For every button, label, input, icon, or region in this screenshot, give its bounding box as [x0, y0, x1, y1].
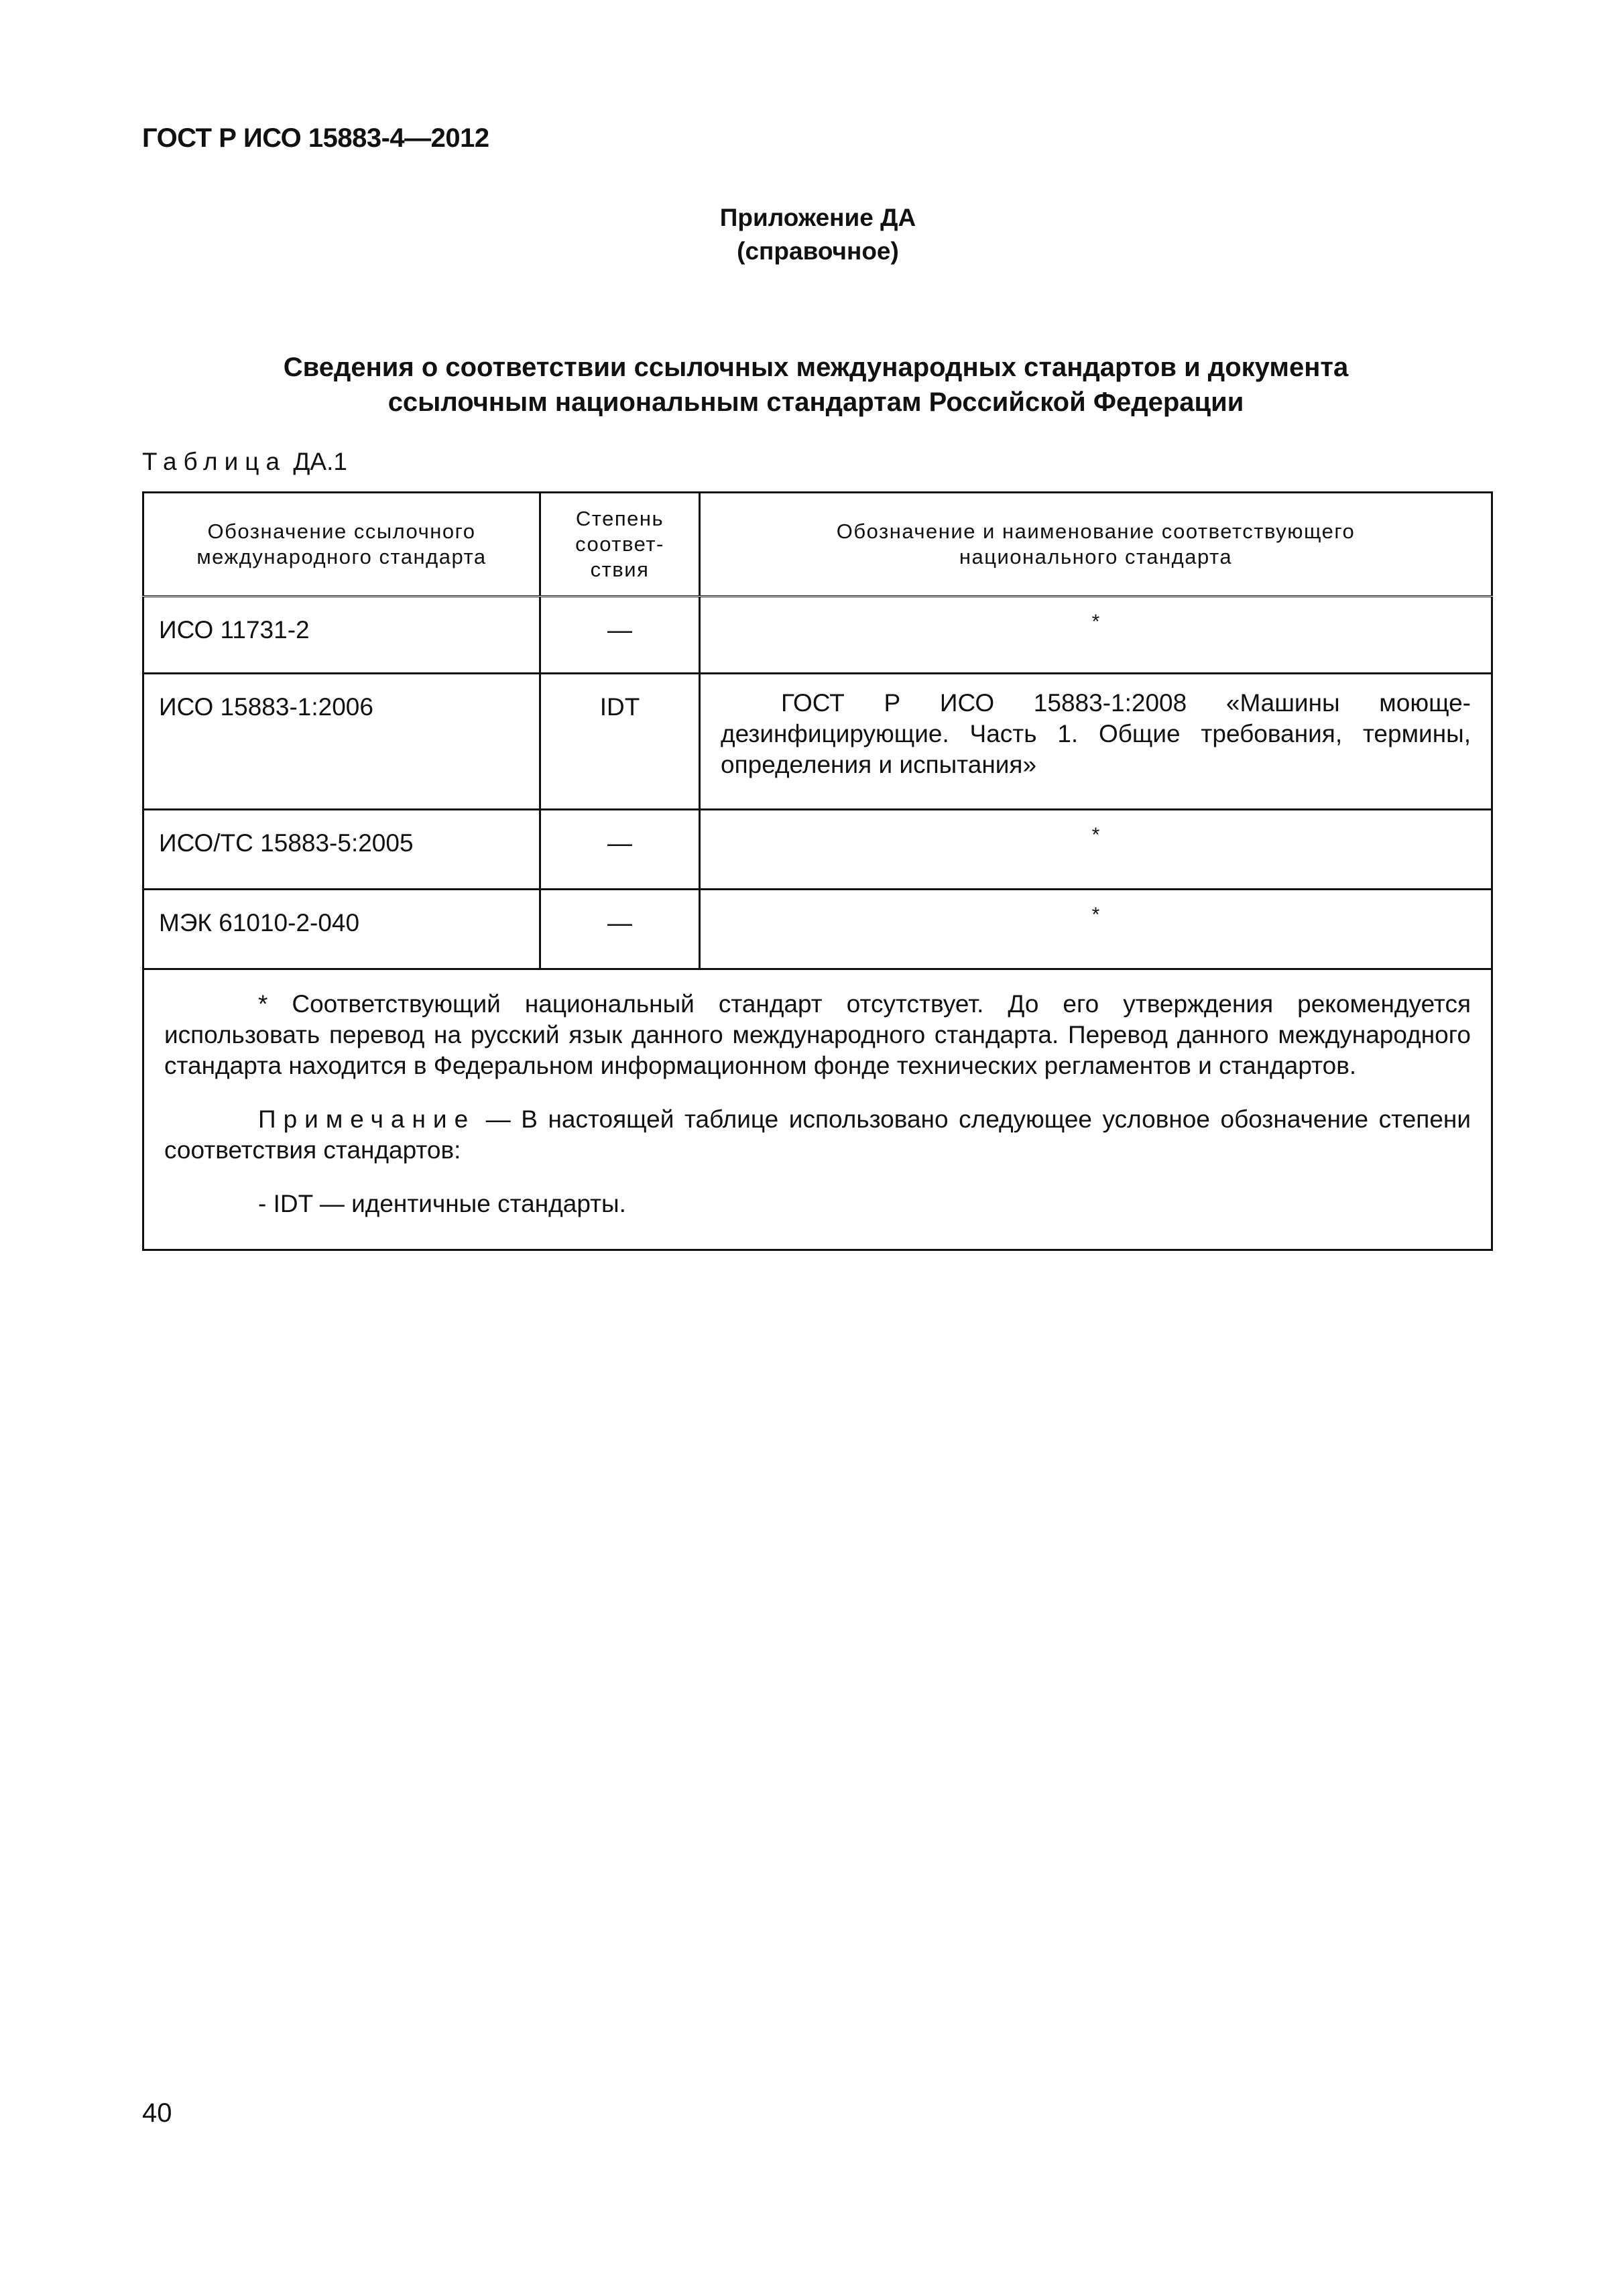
table-label-number: ДА.1: [293, 448, 347, 475]
cell-national: [700, 810, 1492, 890]
appendix-subtitle: (справочное): [737, 237, 899, 265]
cell-standard: ИСО/ТС 15883-5:2005: [143, 810, 540, 890]
heading-line-1: Сведения о соответствии ссылочных международных стандартов и документа: [283, 353, 1349, 382]
cell-degree: [540, 597, 700, 674]
cell-national: [700, 890, 1492, 969]
table-row: [143, 674, 1492, 810]
footnote: * Соответствующий национальный стандарт отсутствует. До его утверждения рекомендуется использовать перевод на русский язык данного международного стандарта. Перевод данного международного стандарта находится в Федеральном информационном фонде технических регламентов и стандартов.: [164, 990, 1471, 1079]
cell-national: [700, 674, 1492, 810]
national-value: *: [1091, 904, 1100, 926]
appendix-title: Приложение ДА: [719, 204, 916, 231]
table-notes-row: [143, 969, 1492, 1250]
national-value: [721, 688, 1471, 780]
cell-standard: МЭК 61010-2-040: [143, 890, 540, 969]
header-col2-line3: ствия: [590, 558, 650, 581]
national-text: ГОСТ Р ИСО 15883-1:2008 «Машины моюще-дезинфицирующие. Часть 1. Общие требования, термины, определения и испытания»: [721, 689, 1471, 778]
heading-line-2: ссылочным национальным стандартам Российской Федерации: [387, 387, 1244, 417]
cell-degree: [540, 810, 700, 890]
header-degree: [540, 493, 700, 597]
header-col2-line2: соответ-: [575, 532, 664, 556]
degree-value: —: [607, 909, 632, 936]
degree-value: —: [607, 829, 632, 857]
cell-national: [700, 597, 1492, 674]
header-col3-line2: национального стандарта: [959, 545, 1233, 568]
table-row: [143, 597, 1492, 674]
national-value: *: [1091, 611, 1100, 633]
header-national-standard: [700, 493, 1492, 597]
header-col3-line1: Обозначение и наименование соответствующего: [836, 520, 1356, 543]
correspondence-table: [142, 491, 1493, 1251]
table-row: [143, 890, 1492, 969]
note-item: - IDT — идентичные стандарты.: [258, 1190, 626, 1217]
national-value: *: [1091, 824, 1100, 846]
header-col2-line1: Степень: [575, 507, 664, 530]
note: [164, 1104, 1471, 1166]
header-col1-line1: Обозначение ссылочного: [207, 520, 476, 543]
cell-standard: ИСО 15883-1:2006: [143, 674, 540, 810]
cell-standard: ИСО 11731-2: [143, 597, 540, 674]
cell-degree: [540, 890, 700, 969]
cell-degree: [540, 674, 700, 810]
table-row: [143, 810, 1492, 890]
degree-value: IDT: [599, 693, 640, 721]
table-label-word: Таблица: [142, 448, 287, 475]
page-number: 40: [142, 2098, 172, 2128]
appendix-title-block: [677, 201, 959, 268]
notes-cell: [143, 969, 1492, 1250]
table-label: [142, 448, 347, 476]
table-header-row: [143, 493, 1492, 597]
document-code: ГОСТ Р ИСО 15883-4—2012: [142, 123, 489, 153]
degree-value: —: [607, 616, 632, 644]
header-col1-line2: международного стандарта: [196, 545, 487, 568]
section-heading: [142, 350, 1490, 420]
note-word: Примечание: [258, 1105, 476, 1133]
note-text: — В настоящей таблице использовано следующее условное обозначение степени соответствия стандартов:: [164, 1105, 1471, 1164]
header-international-standard: [143, 493, 540, 597]
